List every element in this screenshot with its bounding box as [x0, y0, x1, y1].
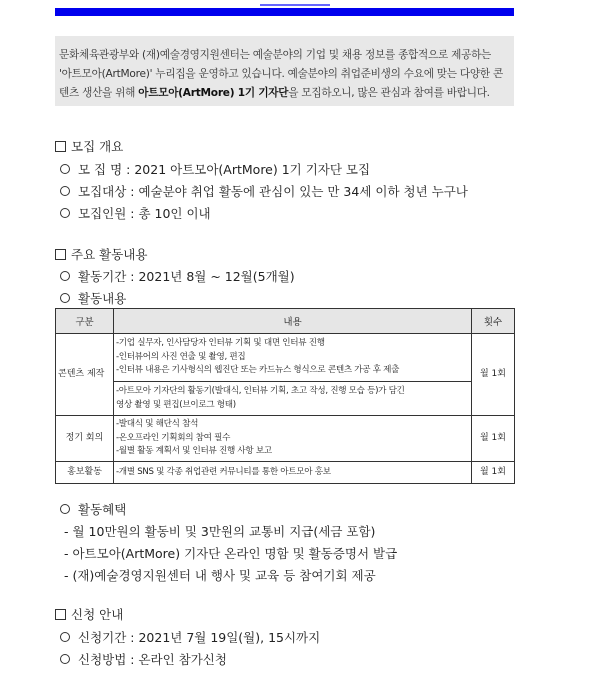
intro-highlight: 아트모아(ArtMore) 1기 기자단: [138, 87, 289, 99]
intro-box: [55, 36, 514, 106]
circle-bullet-icon: [60, 271, 70, 281]
header-bar-mark: [260, 4, 330, 6]
table-cell-content: -발대식 및 해단식 참석 -온오프라인 기획회의 참여 필수 -월별 활동 계획서 및 인터뷰 진행 사항 보고: [114, 416, 472, 462]
benefit-item: - (재)예술경영지원센터 내 행사 및 교육 등 참여기회 제공: [64, 568, 376, 583]
square-bullet-icon: [55, 609, 66, 620]
table-cell-category: 정기 회의: [56, 416, 114, 462]
intro-line-1: 문화체육관광부와 (재)예술경영지원센터는 예술분야의 기업 및 채용 정보를 종합적으로 제공하는: [59, 49, 492, 61]
table-cell-count: 월 1회: [472, 334, 515, 416]
recruit-item-target: 모집대상 : 예술분야 취업 활동에 관심이 있는 만 34세 이하 청년 누구나: [60, 182, 468, 200]
section-recruit-title: 모집 개요: [55, 137, 123, 155]
circle-bullet-icon: [60, 632, 70, 642]
header-bar: [55, 8, 514, 16]
section-activity-title: 주요 활동내용: [55, 245, 147, 263]
table-header-row: [56, 309, 515, 334]
benefit-item: - 아트모아(ArtMore) 기자단 온라인 명함 및 활동증명서 발급: [64, 546, 398, 561]
square-bullet-icon: [55, 249, 66, 260]
benefits-title: 활동혜택: [60, 500, 126, 518]
intro-line-3: 텐츠 생산을 위해 아트모아(ArtMore) 1기 기자단을 모집하오니, 많은 관심과 참여를 바랍니다.: [59, 87, 490, 99]
table-cell-content: -기업 실무자, 인사담당자 인터뷰 기획 및 대면 인터뷰 진행 -인터뷰어의 사진 연출 및 촬영, 편집 -인터뷰 내용은 기사형식의 웹진단 또는 카드뉴스 형식으로 콘텐츠 가공 후 제출: [114, 334, 472, 382]
table-cell-content: -개별 SNS 및 각종 취업관련 커뮤니티를 통한 아트모아 홍보: [114, 462, 472, 484]
table-row: [56, 462, 515, 484]
apply-period: 신청기간 : 2021년 7월 19일(월), 15시까지: [60, 628, 320, 646]
activity-table: [55, 308, 515, 484]
table-cell-count: 월 1회: [472, 416, 515, 462]
apply-method: 신청방법 : 온라인 참가신청: [60, 650, 227, 668]
table-header-content: 내용: [114, 309, 472, 334]
table-header-category: 구분: [56, 309, 114, 334]
table-cell-content: -아트모아 기자단의 활동기(발대식, 인터뷰 기획, 초고 작성, 진행 모습 등)가 담긴 영상 촬영 및 편집(브이로그 형태): [114, 382, 472, 416]
circle-bullet-icon: [60, 208, 70, 218]
circle-bullet-icon: [60, 654, 70, 664]
circle-bullet-icon: [60, 186, 70, 196]
table-cell-count: 월 1회: [472, 462, 515, 484]
circle-bullet-icon: [60, 504, 70, 514]
table-cell-category: 홍보활동: [56, 462, 114, 484]
activity-content-label: 활동내용: [60, 289, 126, 307]
table-row: [56, 382, 515, 416]
circle-bullet-icon: [60, 293, 70, 303]
table-row: [56, 416, 515, 462]
recruit-item-name: 모 집 명 : 2021 아트모아(ArtMore) 1기 기자단 모집: [60, 160, 370, 178]
circle-bullet-icon: [60, 164, 70, 174]
activity-period: 활동기간 : 2021년 8월 ~ 12월(5개월): [60, 267, 295, 285]
section-apply-title: 신청 안내: [55, 605, 123, 623]
square-bullet-icon: [55, 141, 66, 152]
intro-line-2: '아트모아(ArtMore)' 누리집을 운영하고 있습니다. 예술분야의 취업준비생의 수요에 맞는 다양한 콘: [59, 68, 503, 80]
recruit-item-count: 모집인원 : 총 10인 이내: [60, 204, 211, 222]
benefit-item: - 월 10만원의 활동비 및 3만원의 교통비 지급(세금 포함): [64, 524, 376, 539]
table-row: [56, 334, 515, 382]
table-cell-category: 콘텐츠 제작: [56, 334, 114, 416]
table-header-count: 횟수: [472, 309, 515, 334]
